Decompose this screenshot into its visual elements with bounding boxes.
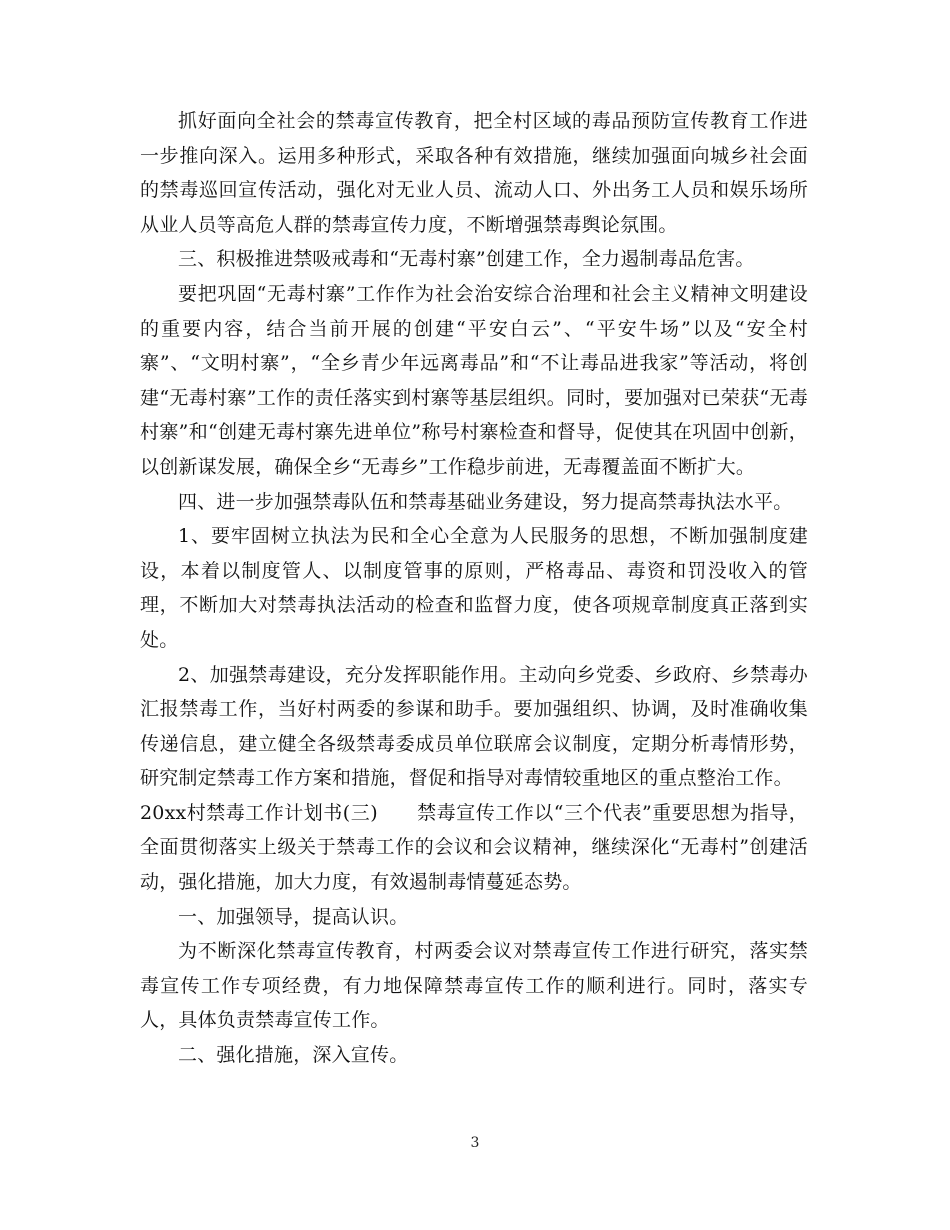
document-title-paragraph: 20xx村禁毒工作计划书(三) 禁毒宣传工作以“三个代表”重要思想为指导，全面贯彻落实上级关于禁毒工作的会议和会议精神，继续深化“无毒村”创建活动，强化措施，加大力度，有效遏制毒情蔓延态势。 <box>140 801 808 894</box>
section-heading: 四、进一步加强禁毒队伍和禁毒基础业务建设，努力提高禁毒执法水平。 <box>178 490 793 513</box>
section-heading: 二、强化措施，深入宣传。 <box>178 1044 409 1067</box>
paragraph: 1、要牢固树立执法为民和全心全意为人民服务的思想，不断加强制度建设，本着以制度管人、以制度管事的原则，严格毒品、毒资和罚没收入的管理，不断加大对禁毒执法活动的检查和监督力度，使各项规章制度真正落到实处。 <box>140 525 808 651</box>
section-heading: 三、积极推进禁吸戒毒和“无毒村寨”创建工作，全力遏制毒品危害。 <box>178 248 755 271</box>
section-heading: 一、加强领导，提高认识。 <box>178 905 409 928</box>
paragraph: 为不断深化禁毒宣传教育，村两委会议对禁毒宣传工作进行研究，落实禁毒宣传工作专项经费，有力地保障禁毒宣传工作的顺利进行。同时，落实专人，具体负责禁毒宣传工作。 <box>140 940 808 1032</box>
paragraph: 抓好面向全社会的禁毒宣传教育，把全村区域的毒品预防宣传教育工作进一步推向深入。运用多种形式，采取各种有效措施，继续加强面向城乡社会面的禁毒巡回宣传活动，强化对无业人员、流动人口、外出务工人员和娱乐场所从业人员等高危人群的禁毒宣传力度，不断增强禁毒舆论氛围。 <box>140 110 808 236</box>
page-number: 3 <box>470 1135 480 1151</box>
paragraph: 2、加强禁毒建设，充分发挥职能作用。主动向乡党委、乡政府、乡禁毒办汇报禁毒工作，当好村两委的参谋和助手。要加强组织、协调，及时准确收集传递信息，建立健全各级禁毒委成员单位联席会议制度，定期分析毒情形势，研究制定禁毒工作方案和措施，督促和指导对毒情较重地区的重点整治工作。 <box>140 663 808 790</box>
document-body <box>140 104 808 1073</box>
paragraph: 要把巩固“无毒村寨”工作作为社会治安综合治理和社会主义精神文明建设的重要内容，结合当前开展的创建“平安白云”、“平安牛场”以及“安全村寨”、“文明村寨”，“全乡青少年远离毒品”和“不让毒品进我家”等活动，将创建“无毒村寨”工作的责任落实到村寨等基层组织。同时，要加强对已荣获“无毒村寨”和“创建无毒村寨先进单位”称号村寨检查和督导，促使其在巩固中创新，以创新谋发展，确保全乡“无毒乡”工作稳步前进，无毒覆盖面不断扩大。 <box>140 282 808 478</box>
